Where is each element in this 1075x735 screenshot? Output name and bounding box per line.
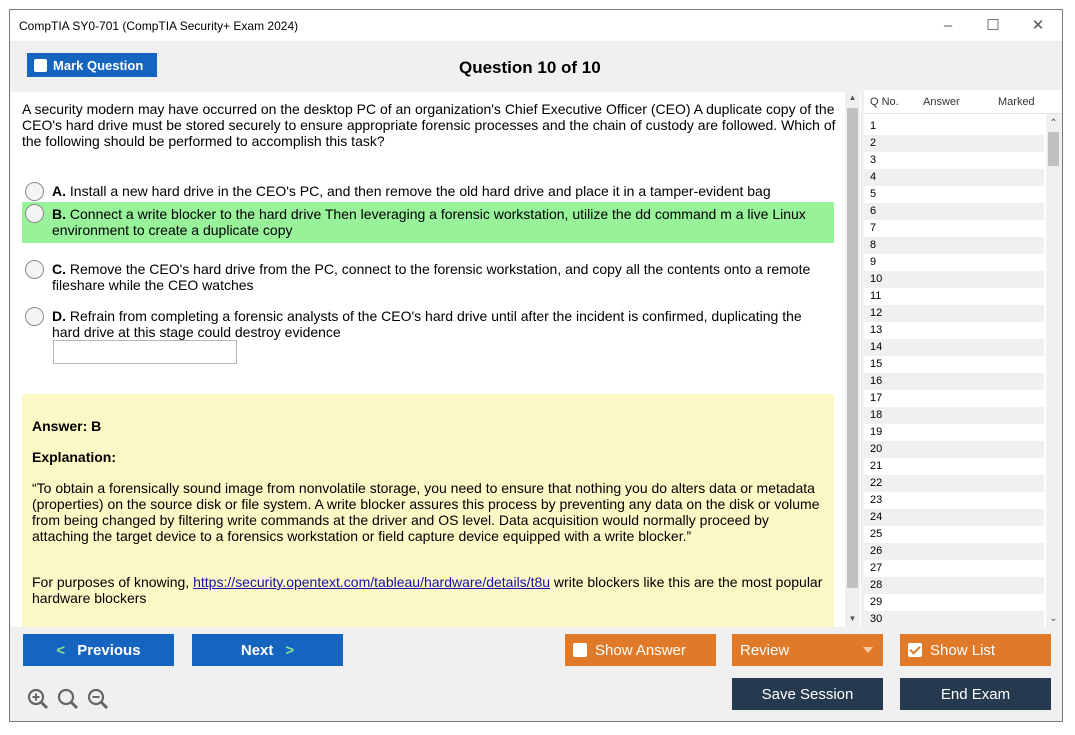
- mark-question-button[interactable]: [27, 53, 157, 77]
- question-list-rows: [864, 118, 1044, 627]
- option-b-text: B. Connect a write blocker to the hard drive Then leveraging a forensic workstation, utilize the dd command m a live Linux environment to create a duplicate copy: [52, 206, 806, 238]
- option-d-text: D. Refrain from completing a forensic analysts of the CEO's hard drive until after the incident is confirmed, duplicating the hard drive at this stage could destroy evidence: [52, 308, 802, 340]
- scroll-thumb[interactable]: [847, 108, 858, 588]
- qno-column-header[interactable]: Q No.: [870, 96, 899, 108]
- scroll-down-icon[interactable]: ▼: [848, 614, 857, 623]
- notes-input[interactable]: [53, 340, 237, 364]
- checkbox-icon: [573, 643, 587, 657]
- option-b[interactable]: [22, 202, 834, 243]
- maximize-icon[interactable]: ☐: [986, 17, 1000, 34]
- title-bar: [10, 10, 1062, 41]
- content-scrollbar[interactable]: [845, 90, 860, 627]
- show-list-button[interactable]: [900, 634, 1051, 666]
- checked-checkbox-icon: [908, 643, 922, 657]
- chevron-up-icon[interactable]: ⌃: [1049, 118, 1058, 129]
- chevron-right-icon: >: [285, 641, 295, 659]
- question-list-row[interactable]: 29: [870, 596, 883, 608]
- question-text: A security modern may have occurred on the desktop PC of an organization's Chief Executive Officer (CEO) A duplicate copy of the CEO's hard drive must be stored securely to ensure appropriate forensic processes and the chain of custody are followed. Which of the following should be performed to accomplish this task?: [22, 101, 836, 149]
- question-list-panel: [864, 90, 1061, 627]
- option-d[interactable]: [22, 307, 834, 343]
- option-c-text: C. Remove the CEO's hard drive from the PC, connect to the forensic workstation, and copy all the contents onto a remote fileshare while the CEO watches: [52, 261, 811, 293]
- question-list-row[interactable]: 4: [864, 169, 1044, 186]
- question-list-row[interactable]: 22: [864, 475, 1044, 492]
- end-exam-label: End Exam: [940, 685, 1011, 703]
- question-list-row[interactable]: 10: [864, 271, 1044, 288]
- show-list-label: Show List: [930, 641, 996, 659]
- question-list-row[interactable]: 13: [870, 324, 883, 336]
- question-list-row[interactable]: 20: [864, 441, 1044, 458]
- review-dropdown[interactable]: [732, 634, 883, 666]
- radio-button-a[interactable]: [25, 182, 44, 201]
- end-exam-button[interactable]: [900, 678, 1051, 710]
- show-answer-label: Show Answer: [595, 641, 686, 659]
- zoom-out-icon[interactable]: [87, 688, 109, 710]
- zoom-reset-icon[interactable]: [57, 688, 79, 710]
- reference-text: For purposes of knowing, https://security.opentext.com/tableau/hardware/details/t8u write blockers like this are the most popular hardware blockers: [32, 574, 823, 606]
- zoom-controls: [27, 688, 109, 710]
- question-list-row[interactable]: 3: [870, 154, 877, 166]
- radio-button-d[interactable]: [25, 307, 44, 326]
- close-icon[interactable]: ✕: [1031, 17, 1045, 34]
- question-list-row[interactable]: 23: [870, 494, 883, 506]
- previous-button[interactable]: [23, 634, 174, 666]
- marked-column-header[interactable]: Marked: [998, 96, 1035, 108]
- question-list-row[interactable]: 24: [864, 509, 1044, 526]
- zoom-in-icon[interactable]: [27, 688, 49, 710]
- question-content: [11, 92, 861, 627]
- question-list-row[interactable]: 16: [864, 373, 1044, 390]
- question-list-row[interactable]: 18: [864, 407, 1044, 424]
- question-list-row[interactable]: 14: [864, 339, 1044, 356]
- option-c[interactable]: [22, 260, 834, 296]
- next-label: Next: [240, 641, 274, 659]
- question-list-row[interactable]: 11: [870, 290, 882, 302]
- show-answer-button[interactable]: [565, 634, 716, 666]
- minimize-icon[interactable]: –: [943, 17, 953, 34]
- question-list-row[interactable]: 15: [870, 358, 883, 370]
- question-list-row[interactable]: 30: [864, 611, 1044, 627]
- question-list-row[interactable]: 25: [870, 528, 883, 540]
- scroll-up-icon[interactable]: ▲: [848, 93, 857, 102]
- question-list-row[interactable]: 12: [864, 305, 1044, 322]
- chevron-down-icon[interactable]: ⌄: [1049, 613, 1058, 624]
- caret-down-icon: [863, 647, 873, 653]
- option-a[interactable]: [22, 182, 834, 204]
- explanation-text: “To obtain a forensically sound image from nonvolatile storage, you need to ensure that nothing you do alters data or metadata (properties) on the source disk or file system. A write blocker assures this process by preventing any data on the disk or volume from being changed by filtering write commands at the driver and OS level. Data acquisition would normally proceed by attaching the target device to a forensics workstation or field capture device equipped with a write blocker.”: [32, 480, 820, 544]
- question-list-row[interactable]: 26: [864, 543, 1044, 560]
- question-list-row[interactable]: 1: [870, 120, 877, 132]
- mark-question-label: Mark Question: [53, 57, 144, 73]
- checkbox-icon: [34, 59, 47, 72]
- question-list-row[interactable]: 6: [864, 203, 1044, 220]
- question-list-row[interactable]: 8: [864, 237, 1044, 254]
- question-list-row[interactable]: 2: [864, 135, 1044, 152]
- window-title: CompTIA SY0-701 (CompTIA Security+ Exam 2024): [19, 19, 299, 33]
- question-list-row[interactable]: 21: [870, 460, 883, 472]
- question-list-row[interactable]: 27: [870, 562, 883, 574]
- answer-panel: [22, 394, 834, 627]
- next-button[interactable]: [192, 634, 343, 666]
- review-label: Review: [740, 641, 790, 659]
- radio-button-c[interactable]: [25, 260, 44, 279]
- question-list-header: [864, 90, 1061, 114]
- previous-label: Previous: [77, 641, 141, 659]
- question-list-row[interactable]: 5: [870, 188, 877, 200]
- question-list-row[interactable]: 7: [870, 222, 877, 234]
- app-window: [9, 9, 1063, 722]
- save-session-label: Save Session: [761, 685, 854, 703]
- answer-label: Answer: B: [32, 418, 102, 434]
- question-title: Question 10 of 10: [459, 58, 601, 77]
- save-session-button[interactable]: [732, 678, 883, 710]
- question-list-row[interactable]: 17: [870, 392, 883, 404]
- question-list-scrollbar[interactable]: [1046, 114, 1061, 627]
- scroll-thumb[interactable]: [1048, 132, 1059, 166]
- radio-button-b[interactable]: [25, 204, 44, 223]
- chevron-left-icon: <: [56, 641, 66, 659]
- reference-link[interactable]: https://security.opentext.com/tableau/hardware/details/t8u: [193, 574, 551, 590]
- question-list-row[interactable]: 28: [864, 577, 1044, 594]
- question-list-row[interactable]: 9: [870, 256, 877, 268]
- question-list-row[interactable]: 19: [870, 426, 883, 438]
- option-a-text: A. Install a new hard drive in the CEO's PC, and then remove the old hard drive and place it in a tamper-evident bag: [52, 183, 771, 199]
- answer-column-header[interactable]: Answer: [923, 96, 960, 108]
- explanation-label: Explanation:: [32, 449, 117, 465]
